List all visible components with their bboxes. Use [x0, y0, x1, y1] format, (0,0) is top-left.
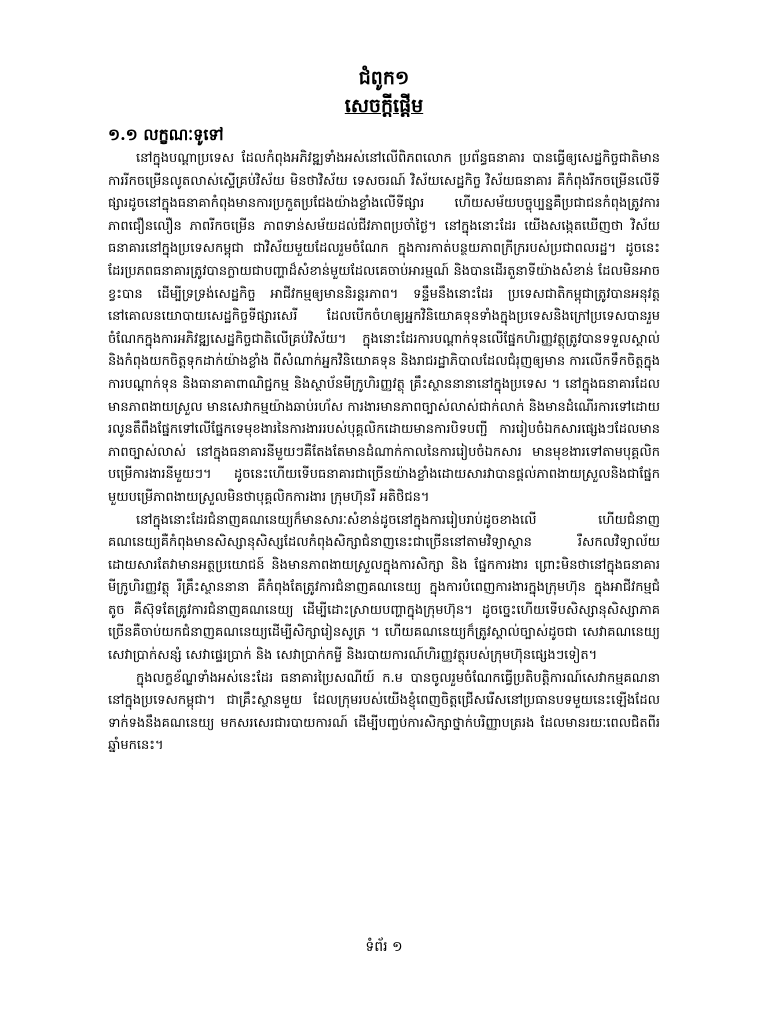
paragraph-3: ក្នុងលក្ខខ័ណ្ឌទាំងអស់នេះដែរ ធនាគារប្រៃសណីយ៍ ក.ម បានចូលរួមចំណែកធ្វើប្រតិបត្តិការណ៍សេវាកម្មគណនានៅក្នុងប្រទេសកម្ពុជា។ ជាគ្រឹះស្ថានមួយ ដែលក្រុមរបស់យើងខ្ញុំពេញចិត្តជ្រើសរើសនៅប្រធានបទមួយនេះឡើងដែលទាក់ទងនឹងគណនេយ្យ មកសរសេរជារបាយការណ៍ ដើម្បីបញ្ចប់ការសិក្សាថ្នាក់បរិញ្ញាបត្ររង ដែលមានរយៈពេលជិតពីរឆ្នាំមកនេះ។	[108, 670, 660, 754]
page-number: ទំព័រ ១	[365, 939, 403, 955]
paragraph-1: នៅក្នុងបណ្ដាប្រទេស ដែលកំពុងអភិវឌ្ឍទាំងអស់នៅលើពិភពលោក ប្រព័ន្ធធនាគារ បានធ្វើឲ្យសេដ្ឋកិច្ចជាតិមានការរីកចម្រើនលូតលាស់ស្ទើគ្រប់វិស័យ មិនថាវិស័យ ទេសចរណ៍ វិស័យសេដ្ឋកិច្ច វិស័យធនាគារ គឺកំពុងរីកចម្រើនលើទីផ្សារដូចនៅក្នុងធនាគាកំពុងមានការប្រកួតប្រជែងយ៉ាងខ្លាំងលើទីផ្សារ ហើយសម័យបច្ចុប្បន្នគឺប្រជាជនកំពុងត្រូវការភាពជឿនលឿន ភាពរីកចម្រើន ភាពទាន់សម័យដល់ជីវភាពប្រចាំថ្ងៃ។ នៅក្នុងនោះដែរ យើងសង្កេតឃើញថា វិស័យធនាគារនៅក្នុងប្រទេសកម្ពុជា ជាវិស័យមួយដែលរួមចំណែក ក្នុងការកាត់បន្ថយភាពក្រីក្ររបស់ប្រជាពលរដ្ឋ។ ដូចនេះដែរប្រភពធនាគារត្រូវបានក្លាយជាបញ្ហាដ៏សំខាន់មួយដែលគេចាប់អារម្មណ៍ និងបានដើរតួនាទីយ៉ាងសំខាន់ ដែលមិនអាចខ្វះបាន ដើម្បីទ្រទ្រង់សេដ្ឋកិច្ច អាជីវកម្មឲ្យមាននិរន្តរភាព។ ទន្ទឹមនឹងនោះដែរ ប្រទេសជាតិកម្ពុជាត្រូវបានអនុវត្តនៅគោលនយោបាយសេដ្ឋកិច្ចទីផ្សារសេរី ដែលបើកចំហឲ្យអ្នកវិនិយោគទុនទាំងក្នុងប្រទេសនិងក្រៅប្រទេសបានរួមចំណែកក្នុងការអភិវឌ្ឍសេដ្ឋកិច្ចជាតិលើគ្រប់វិស័យ។ ក្នុងនោះដែរការបណ្ដាក់ទុនលើផ្នែកហិរញ្ញវត្ថុត្រូវបានទទួលស្គាល់ និងកំពុងយកចិត្តទុកដាក់យ៉ាងខ្លាំង ពីសំណាក់អ្នកវិនិយោគទុន និងរាជរដ្ឋាភិបាលដែលជំរុញឲ្យមាន ការលើកទឹកចិត្តក្នុងការបណ្ដាក់ទុន និងធានាគាពាណិជ្ជកម្ម និងស្ថាប័នមីក្រូហិរញ្ញវត្ថុ គ្រឹះស្ថាននានានៅក្នុងប្រទេស ។ នៅក្នុងធនាគារដែលមានភាពងាយស្រួល មានសេវាកម្មយ៉ាងឆាប់រហ័ស ការងារមានភាពច្បាស់លាស់ជាក់លាក់ និងមានដំណើរការទៅដោយរលូនតឹពឹងផ្នែកទៅលើផ្នែកទេមុខងារនៃការងាររបស់បុគ្គលិកដោយមានការបិទបញ្ជី ការរៀបចំឯកសារផ្សេងៗដែលមានភាពច្បាស់លាស់ នៅក្នុងធនាគារនីមួយៗគឺតែងតែមានដំណាក់កាលនៃការរៀបចំឯកសារ មានមុខងារទៅតាមបុគ្គលិកបម្រើការងារនីមួយៗ។ ដូចនេះហើយទើបធនាគារជាច្រើនយ៉ាងខ្លាំងដោយសារវាបានផ្ដល់ភាពងាយស្រួលនិងជាផ្នែកមួយបម្រើភាពងាយស្រួលមិនថាបុគ្គលិកការងារ ក្រុមហ៊ុនរឺ អតិថិជន។	[108, 151, 661, 505]
paragraph-2: នៅក្នុងនោះដែរជំនាញគណនេយ្យក៏មានសារៈសំខាន់ដូចនៅក្នុងការរៀបរាប់ដូចខាងលើ ហើយជំនាញគណនេយ្យគឺកំពុងមានសិស្សានុសិស្សដែលកំពុងសិក្សាជំនាញនេះជាច្រើននៅតាមវិទ្យាស្ថាន រឺសកលវិទ្យាល័យដោយសារតែវាមានអត្ថប្រយោជន៍ និងមានភាពងាយស្រួលក្នុងការសិក្សា និង ផ្នែកការងារ ព្រោះមិនថានៅក្នុងធនាគារ មីក្រូហិរញ្ញវត្ថុ រឺគ្រឹះស្ថាននានា គឺកំពុងតែត្រូវការជំនាញគណនេយ្យ ក្នុងការបំពេញការងារក្នុងក្រុមហ៊ុន ក្នុងអាជីវកម្មជំតូច គឺស៊ុទតែត្រូវការជំនាញគណនេយ្យ ដើម្បីដោះស្រាយបញ្ហាក្នុងក្រុមហ៊ុន។ ដូចច្នេះហើយទើបសិស្សានុសិស្សាភាគច្រើនគឺចាប់យកជំនាញគណនេយ្យដើម្បីសិក្សារៀនសូត្រ ។ ហើយគណនេយ្យក៏ត្រូវស្គាល់ច្បាស់ដូចជា សេវាគណនេយ្យ សេវាប្រាក់សន្សំ សេវាផ្ទេរប្រាក់ និង សេវាប្រាក់កម្ចី និងរបាយការណ៍ហិរញ្ញវត្ថុរបស់ក្រុមហ៊ុនផ្សេងៗទៀត។	[108, 512, 660, 664]
chapter-title: សេចក្ដីផ្ដើម	[344, 95, 424, 117]
section-heading: ១.១ លក្ខណៈទូទៅ	[108, 125, 224, 144]
document-body	[108, 148, 660, 758]
chapter-number: ជំពូក១	[358, 67, 410, 89]
